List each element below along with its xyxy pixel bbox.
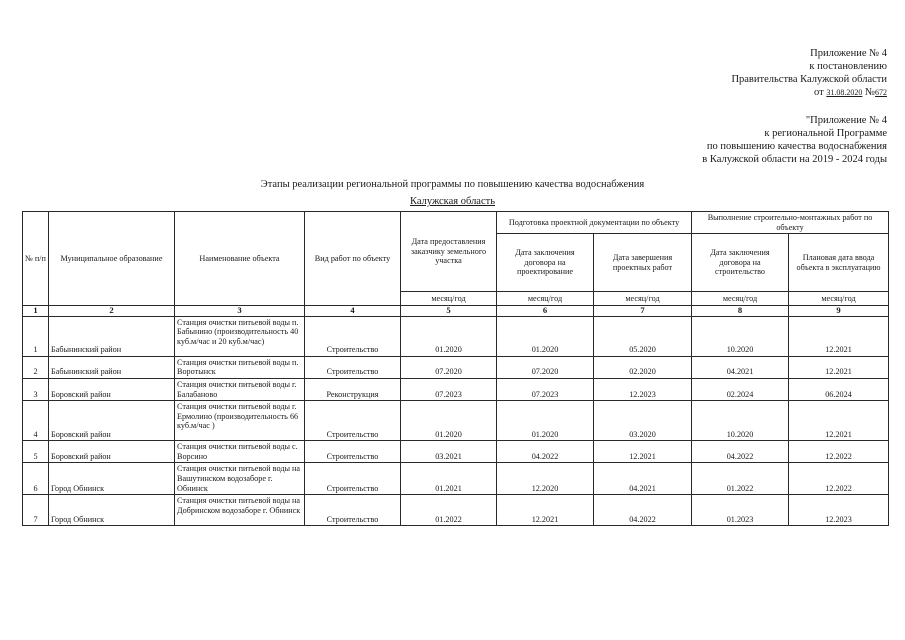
object-cell: Станция очистки питьевой воды г. Балабаново — [175, 378, 305, 400]
header-design-end: Дата завершения проектных работ — [594, 234, 692, 292]
land-date-cell: 03.2021 — [401, 441, 497, 463]
commissioning-cell: 12.2021 — [789, 356, 889, 378]
design-contract-cell: 12.2020 — [497, 463, 594, 495]
appendix-date-line — [731, 86, 887, 99]
design-end-cell: 02.2020 — [594, 356, 692, 378]
header-construction-contract: Дата заключения договора на строительство — [692, 234, 789, 292]
header-construction-group: Выполнение строительно-монтажных работ по объекту — [692, 212, 889, 234]
municipality-cell: Боровский район — [49, 441, 175, 463]
municipality-cell: Бабынинский район — [49, 356, 175, 378]
decree-number: 672 — [875, 88, 887, 97]
column-number: 9 — [789, 306, 889, 317]
design-end-cell: 04.2022 — [594, 495, 692, 526]
row-number: 5 — [23, 441, 49, 463]
design-end-cell: 05.2020 — [594, 316, 692, 356]
unit-cell: месяц/год — [789, 292, 889, 306]
header-commissioning: Плановая дата ввода объекта в эксплуатацию — [789, 234, 889, 292]
region-name: Калужская область — [409, 196, 496, 207]
column-number: 7 — [594, 306, 692, 317]
number-prefix: № — [864, 87, 875, 98]
column-number: 3 — [175, 306, 305, 317]
column-number: 8 — [692, 306, 789, 317]
design-end-cell: 03.2020 — [594, 401, 692, 441]
header-land-date: Дата предоставления заказчику земельного участка — [401, 212, 497, 292]
column-number: 6 — [497, 306, 594, 317]
land-date-cell: 01.2020 — [401, 401, 497, 441]
object-cell: Станция очистки питьевой воды п. Воротынск — [175, 356, 305, 378]
unit-cell: месяц/год — [497, 292, 594, 306]
municipality-cell: Бабынинский район — [49, 316, 175, 356]
work-type-cell: Реконструкция — [305, 378, 401, 400]
program-line-2: к региональной Программе — [764, 128, 887, 139]
table-row — [23, 378, 889, 400]
design-contract-cell: 04.2022 — [497, 441, 594, 463]
appendix-line-1: Приложение № 4 — [810, 48, 887, 59]
land-date-cell: 01.2022 — [401, 495, 497, 526]
table-row — [23, 316, 889, 356]
construction-contract-cell: 04.2022 — [692, 441, 789, 463]
construction-contract-cell: 01.2023 — [692, 495, 789, 526]
unit-cell: месяц/год — [692, 292, 789, 306]
commissioning-cell: 06.2024 — [789, 378, 889, 400]
row-number: 6 — [23, 463, 49, 495]
object-cell: Станция очистки питьевой воды с. Ворсино — [175, 441, 305, 463]
municipality-cell: Город Обнинск — [49, 463, 175, 495]
object-cell: Станция очистки питьевой воды п. Бабынино (производительность 40 куб.м/час и 20 куб.м/час) — [175, 316, 305, 356]
design-contract-cell: 07.2023 — [497, 378, 594, 400]
row-number: 4 — [23, 401, 49, 441]
header-num: № п/п — [23, 212, 49, 306]
construction-contract-cell: 10.2020 — [692, 316, 789, 356]
design-contract-cell: 07.2020 — [497, 356, 594, 378]
land-date-cell: 01.2020 — [401, 316, 497, 356]
design-end-cell: 04.2021 — [594, 463, 692, 495]
table-row — [23, 495, 889, 526]
header-design-group: Подготовка проектной документации по объекту — [497, 212, 692, 234]
design-contract-cell: 01.2020 — [497, 401, 594, 441]
row-number: 3 — [23, 378, 49, 400]
commissioning-cell: 12.2021 — [789, 316, 889, 356]
work-type-cell: Строительство — [305, 356, 401, 378]
work-type-cell: Строительство — [305, 463, 401, 495]
commissioning-cell: 12.2022 — [789, 441, 889, 463]
work-type-cell: Строительство — [305, 441, 401, 463]
design-end-cell: 12.2023 — [594, 378, 692, 400]
row-number: 7 — [23, 495, 49, 526]
appendix-line-3: Правительства Калужской области — [731, 74, 887, 85]
unit-cell: месяц/год — [594, 292, 692, 306]
appendix-line-2: к постановлению — [809, 61, 887, 72]
header-design-contract: Дата заключения договора на проектирование — [497, 234, 594, 292]
date-prefix: от — [814, 87, 824, 98]
land-date-cell: 07.2023 — [401, 378, 497, 400]
header-object: Наименование объекта — [175, 212, 305, 306]
land-date-cell: 01.2021 — [401, 463, 497, 495]
municipality-cell: Боровский район — [49, 401, 175, 441]
program-line-4: в Калужской области на 2019 - 2024 годы — [702, 154, 887, 165]
construction-contract-cell: 04.2021 — [692, 356, 789, 378]
construction-contract-cell: 01.2022 — [692, 463, 789, 495]
program-appendix-header — [702, 114, 887, 166]
program-line-1: "Приложение № 4 — [805, 115, 887, 126]
municipality-cell: Город Обнинск — [49, 495, 175, 526]
work-type-cell: Строительство — [305, 316, 401, 356]
design-contract-cell: 01.2020 — [497, 316, 594, 356]
table-body — [23, 316, 889, 525]
object-cell: Станция очистки питьевой воды на Вашутинском водозаборе г. Обнинск — [175, 463, 305, 495]
design-contract-cell: 12.2021 — [497, 495, 594, 526]
stages-table — [22, 211, 889, 526]
column-number: 2 — [49, 306, 175, 317]
commissioning-cell: 12.2023 — [789, 495, 889, 526]
object-cell: Станция очистки питьевой воды г. Ермолино (производительность 66 куб.м/час ) — [175, 401, 305, 441]
design-end-cell: 12.2021 — [594, 441, 692, 463]
land-date-cell: 07.2020 — [401, 356, 497, 378]
table-row — [23, 356, 889, 378]
header-work-type: Вид работ по объекту — [305, 212, 401, 306]
work-type-cell: Строительство — [305, 401, 401, 441]
document-title: Этапы реализации региональной программы по повышению качества водоснабжения — [260, 179, 645, 190]
row-number: 1 — [23, 316, 49, 356]
program-line-3: по повышению качества водоснабжения — [706, 141, 887, 152]
commissioning-cell: 12.2022 — [789, 463, 889, 495]
table-row — [23, 463, 889, 495]
appendix-header — [731, 47, 887, 99]
work-type-cell: Строительство — [305, 495, 401, 526]
municipality-cell: Боровский район — [49, 378, 175, 400]
commissioning-cell: 12.2021 — [789, 401, 889, 441]
construction-contract-cell: 02.2024 — [692, 378, 789, 400]
column-number: 4 — [305, 306, 401, 317]
construction-contract-cell: 10.2020 — [692, 401, 789, 441]
header-municipality: Муниципальное образование — [49, 212, 175, 306]
table-row — [23, 401, 889, 441]
unit-cell: месяц/год — [401, 292, 497, 306]
column-number: 5 — [401, 306, 497, 317]
object-cell: Станция очистки питьевой воды на Добринском водозаборе г. Обнинск — [175, 495, 305, 526]
row-number: 2 — [23, 356, 49, 378]
column-number: 1 — [23, 306, 49, 317]
decree-date: 31.08.2020 — [826, 88, 863, 97]
table-row — [23, 441, 889, 463]
